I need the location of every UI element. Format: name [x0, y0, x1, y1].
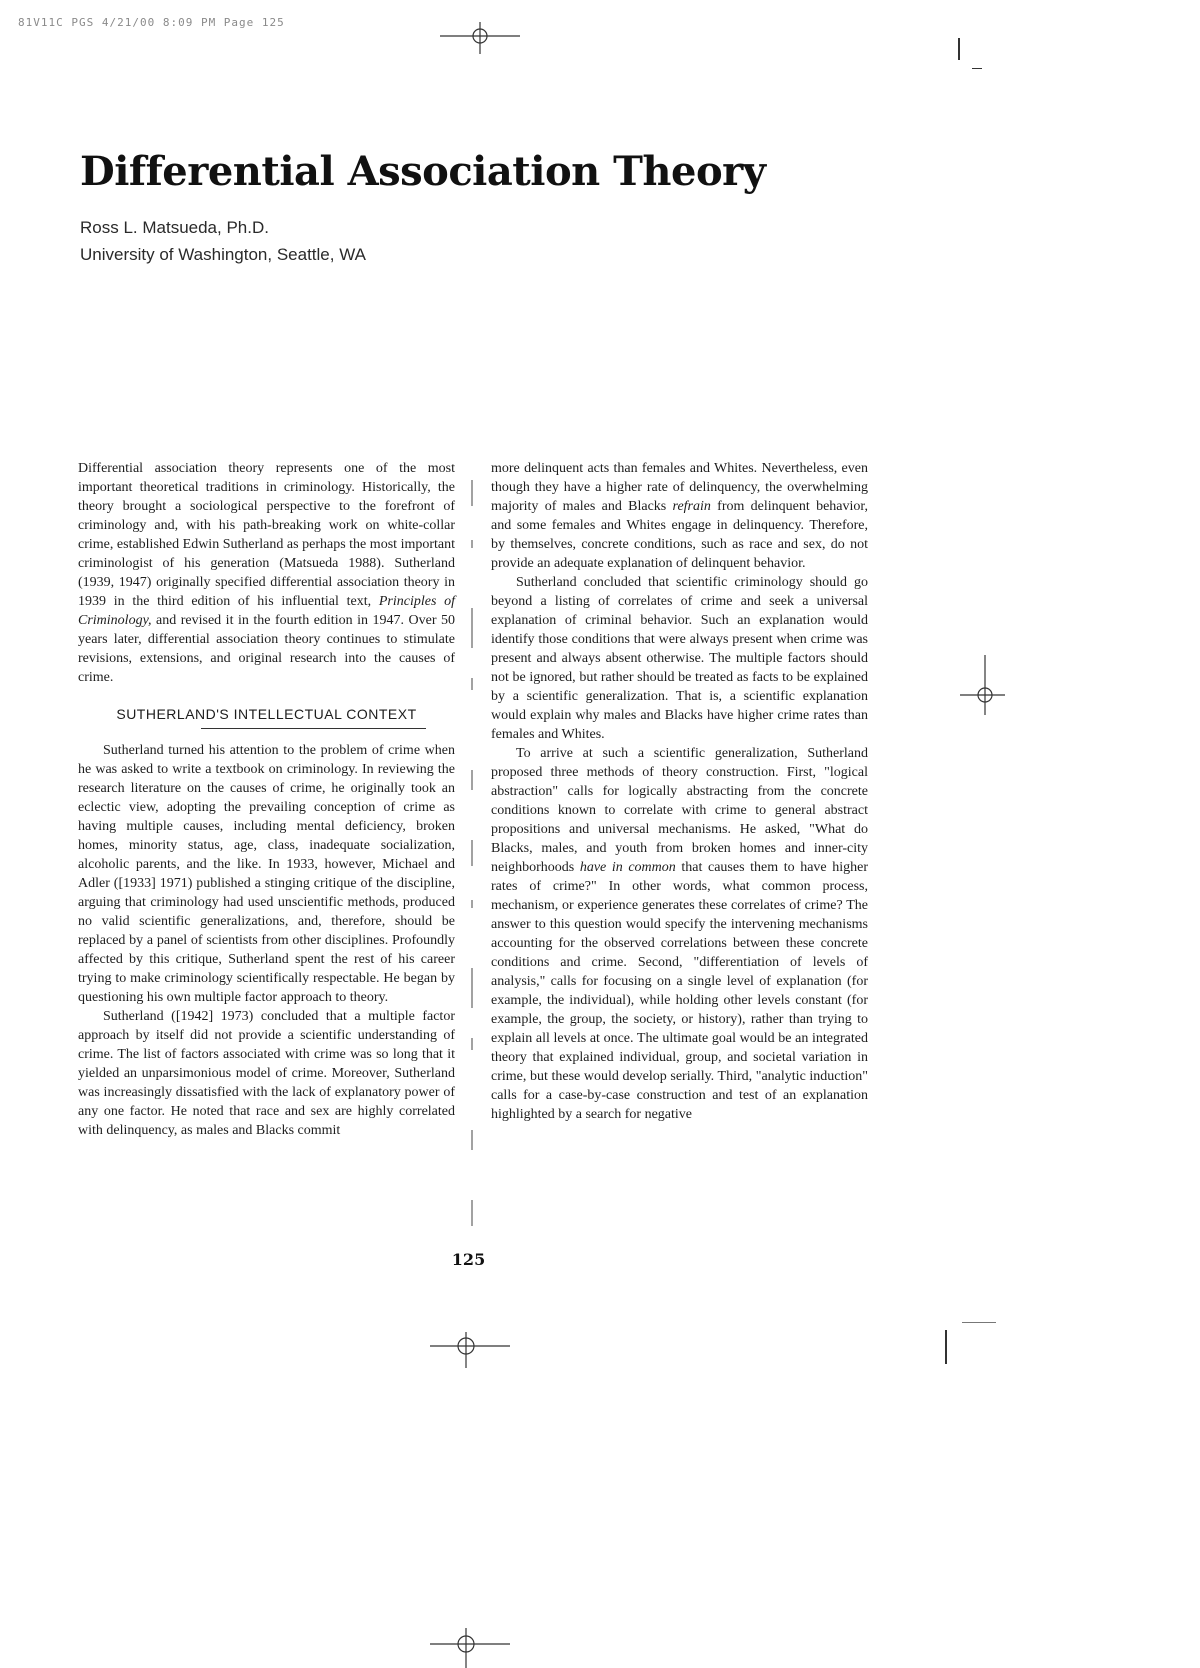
page-number: 125 — [451, 1250, 486, 1269]
section-heading: SUTHERLAND'S INTELLECTUAL CONTEXT — [116, 706, 417, 722]
crop-mark-bottom-right — [945, 1330, 947, 1364]
paragraph: Sutherland turned his attention to the problem of crime when he was asked to write a textbook on criminology. In reviewing the research literature on the causes of crime, he originally took an eclectic view, adopting the prevailing conception of crime as having multiple causes, including mental deficiency, broken homes, minority status, age, class, inadequate socialization, alcoholic parents, and the like. In 1933, however, Michael and Adler ([1933] 1971) published a stinging critique of the discipline, arguing that criminology had used unscientific methods, produced no valid scientific generalizations, and, therefore, should be replaced by a panel of scientists from other disciplines. Profoundly affected by this critique, Sutherland spent the rest of his career trying to make criminology scientifically respectable. He began by questioning his own multiple factor approach to theory. — [78, 743, 455, 1005]
intro-paragraph: Differential association theory represents one of the most important theoretical traditions in criminology. Historically, the theory brought a sociological perspective to the forefront of criminology and, with his path-breaking work on white-collar crime, established Edwin Sutherland as perhaps the most important criminologist of his generation (Matsueda 1988). Sutherland (1939, 1947) originally specified differential association theory in 1939 in the third edition of his influential text, Principles of Criminology, and revised it in the fourth edition in 1947. Over 50 years later, differential association theory continues to stimulate revisions, extensions, and original research into the causes of crime. — [78, 461, 455, 685]
book-title-italic: Principles of Criminology, — [78, 594, 455, 628]
byline — [80, 214, 366, 268]
author-name: Ross L. Matsueda, Ph.D. — [80, 218, 269, 237]
crop-mark-top-right-h — [972, 68, 982, 69]
registration-mark-footer-icon — [430, 1332, 510, 1368]
emphasis-italic: have in common — [579, 860, 676, 875]
paragraph: more delinquent acts than females and Whites. Nevertheless, even though they have a higher rate of delinquency, the overwhelming majority of males and Blacks refrain from delinquent behavior, and some females and Whites engage in delinquency. Therefore, by themselves, concrete conditions, such as race and sex, do not provide an adequate explanation of delinquent behavior. — [491, 461, 868, 571]
registration-mark-right-icon — [955, 655, 1005, 715]
left-column — [78, 459, 455, 1140]
article-title: Differential Association Theory — [80, 148, 766, 195]
paragraph: To arrive at such a scientific generalization, Sutherland proposed three methods of theory construction. First, "logical abstraction" calls for logically abstracting from the concrete conditions known to correlate with crime to general abstract propositions and universal mechanisms. He asked, "What do Blacks, males, and youth from broken homes and inner-city neighborhoods have in common that causes them to have higher rates of crime?" In other words, what common process, mechanism, or experience generates these correlates of crime? The answer to this question would specify the intervening mechanisms accounting for the observed correlations between these concrete conditions and crime. Second, "differentiation of levels of analysis," calls for focusing on a single level of explanation (for example, the individual), while holding other levels constant (for example, the group, the society, or history), rather than trying to explain all levels at once. The ultimate goal would be an integrated theory that explained individual, group, and societal variation in crime, but these would develop serially. Third, "analytic induction" calls for a case-by-case construction and test of an explanation highlighted by a search for negative — [491, 746, 869, 1122]
column-divider — [471, 480, 472, 1240]
crop-mark-bottom-right-h — [962, 1322, 996, 1323]
crop-mark-top-right — [958, 38, 960, 60]
paragraph: Sutherland concluded that scientific criminology should go beyond a listing of correlates of crime and seek a universal explanation of criminal behavior. Such an explanation would identify those conditions that were always present when crime was present and always absent otherwise. The multiple factors should not be ignored, but rather should be treated as facts to be explained by a scientific generalization. That is, a scientific explanation would explain why males and Blacks have higher crime rates than females and Whites. — [491, 575, 868, 742]
section-rule — [201, 728, 426, 729]
registration-mark-bottom-icon — [430, 1628, 510, 1668]
registration-mark-top-icon — [440, 22, 520, 54]
emphasis-italic: refrain — [672, 499, 711, 514]
paragraph: Sutherland ([1942] 1973) concluded that a multiple factor approach by itself did not provide a scientific understanding of crime. The list of factors associated with crime was so long that it yielded an unparsimonious model of crime. Moreover, Sutherland was increasingly dissatisfied with the lack of explanatory power of any one factor. He noted that race and sex are highly correlated with delinquency, as males and Blacks commit — [78, 1009, 455, 1138]
print-stamp: 81V11C PGS 4/21/00 8:09 PM Page 125 — [18, 16, 285, 29]
right-column — [491, 459, 868, 1124]
author-affiliation: University of Washington, Seattle, WA — [80, 245, 366, 264]
